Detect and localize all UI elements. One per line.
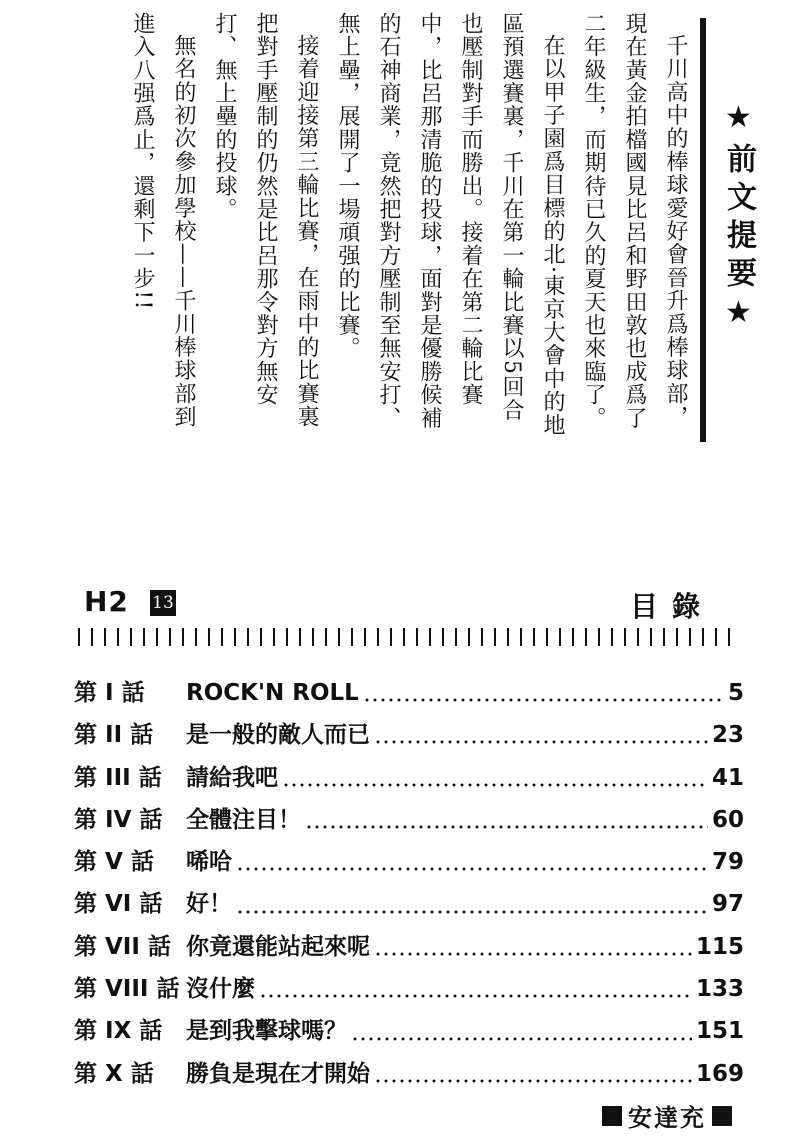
square-icon (602, 1106, 622, 1126)
chapter-title: 請給我吧 (186, 764, 278, 791)
dot-leader (259, 994, 692, 998)
chapter-number: 第 I 話 (74, 680, 145, 706)
dot-leader (374, 1079, 692, 1083)
chapter-page: 60 (711, 806, 744, 833)
preface-text (78, 12, 696, 440)
toc-entry[interactable] (74, 970, 744, 1012)
toc-entry[interactable] (74, 885, 744, 927)
chapter-title: ROCK'N ROLL (186, 680, 359, 706)
preface-divider (700, 18, 706, 442)
chapter-title: 勝負是現在才開始 (186, 1060, 370, 1087)
chapter-page: 41 (711, 764, 744, 791)
dot-leader (351, 1037, 692, 1041)
chapter-page: 169 (695, 1060, 744, 1087)
toc-entry[interactable] (74, 716, 744, 758)
dot-leader (236, 910, 708, 914)
chapter-number: 第 IV 話 (74, 806, 163, 833)
toc-entry[interactable] (74, 674, 744, 716)
preface-paragraph: 無名的初次參加學校——千川棒球部到進入八强爲止，還剩下一步!! (130, 12, 196, 429)
chapter-page: 133 (695, 976, 744, 1003)
preface-paragraph: 千川高中的棒球愛好會晉升爲棒球部，現在黃金拍檔國見比呂和野田敦也成爲了二年級生，而期待已久的夏天也來臨了。 (581, 12, 688, 430)
toc-heading: 目錄 (630, 590, 715, 623)
chapter-page: 5 (727, 680, 744, 706)
dot-leader (374, 740, 708, 744)
chapter-title: 沒什麼 (186, 976, 255, 1003)
chapter-page: 23 (711, 722, 744, 749)
preface-paragraph: 在以甲子園爲目標的北·東京大會中的地區預選賽裏，千川在第一輪比賽以5回合也壓制對手而勝出。接着在第二輪比賽中，比呂那清脆的投球，面對是優勝候補的石神商業，竟然把對方壓制至無安打、無上壘，展開了一場頑强的比賽。 (335, 12, 565, 437)
toc-entry[interactable] (74, 1055, 744, 1097)
toc-ruler (78, 628, 740, 646)
series-logo: H2 (84, 585, 129, 618)
volume-badge: 13 (150, 590, 176, 616)
dot-leader (374, 952, 692, 956)
chapter-page: 151 (695, 1018, 744, 1045)
dot-leader (305, 825, 708, 829)
chapter-page: 79 (711, 849, 744, 876)
chapter-title: 全體注目！ (186, 806, 301, 833)
chapter-number: 第 III 話 (74, 764, 162, 791)
author-name: 安達充 (628, 1104, 706, 1132)
chapter-number: 第 VII 話 (74, 933, 171, 960)
chapter-title: 是一般的敵人而已 (186, 722, 370, 749)
author-credit (596, 1098, 738, 1133)
chapter-title: 你竟還能站起來呢 (186, 933, 370, 960)
chapter-title: 好！ (186, 891, 232, 918)
chapter-title: 唏哈 (186, 849, 232, 876)
chapter-page: 97 (711, 891, 744, 918)
toc-entry[interactable] (74, 801, 744, 843)
chapter-number: 第 VI 話 (74, 891, 163, 918)
chapter-number: 第 IX 話 (74, 1018, 163, 1045)
dot-leader (236, 867, 708, 871)
dot-leader (282, 783, 708, 787)
chapter-number: 第 II 話 (74, 722, 154, 749)
preface-title: ★前文提要★ (721, 100, 756, 338)
dot-leader (363, 698, 724, 702)
chapter-number: 第 V 話 (74, 849, 154, 876)
square-icon (712, 1106, 732, 1126)
toc-entry[interactable] (74, 1012, 744, 1054)
toc-list (74, 674, 744, 1097)
chapter-page: 115 (695, 933, 744, 960)
toc-entry[interactable] (74, 928, 744, 970)
preface-paragraph: 接着迎接第三輪比賽，在雨中的比賽裏把對手壓制的仍然是比呂那令對方無安打、無上壘的投球。 (212, 12, 319, 429)
chapter-title: 是到我擊球嗎？ (186, 1018, 347, 1045)
chapter-number: 第 VIII 話 (74, 976, 180, 1003)
chapter-number: 第 X 話 (74, 1060, 154, 1087)
toc-entry[interactable] (74, 843, 744, 885)
toc-entry[interactable] (74, 759, 744, 801)
